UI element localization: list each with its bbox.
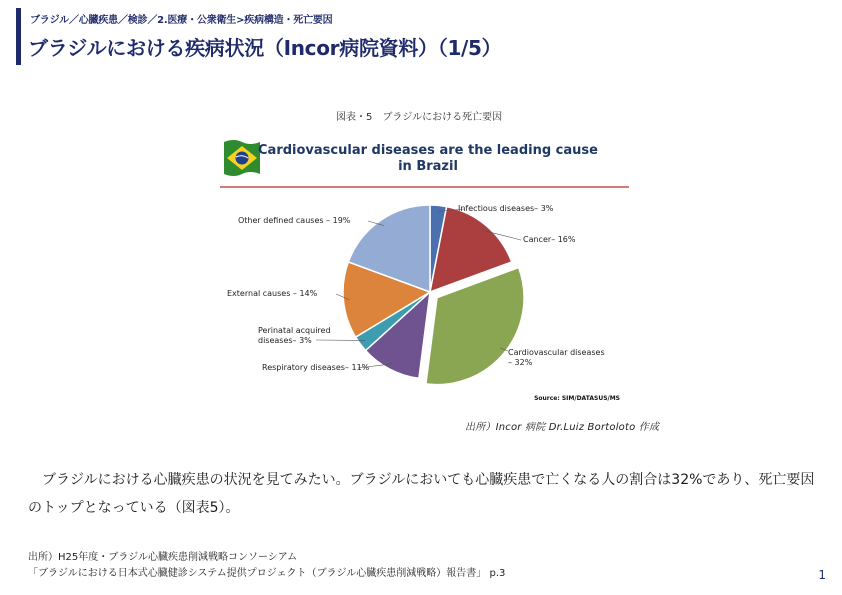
slice-label: Respiratory diseases– 11% — [262, 363, 370, 372]
chart-title-line-2: in Brazil — [398, 159, 458, 174]
chart-frame — [218, 130, 629, 408]
chart-title-line-1: Cardiovascular diseases are the leading cause — [258, 143, 598, 158]
footer-source — [28, 550, 505, 582]
page-number: 1 — [818, 568, 826, 582]
slice-label: Other defined causes – 19% — [238, 216, 351, 225]
slice-label: Cardiovascular diseases – 32% — [508, 348, 605, 367]
body-paragraph — [28, 466, 818, 522]
page-title: ブラジルにおける疾病状況（Incor病院資料）（1/5） — [28, 36, 502, 60]
footer-source-line-2: 「ブラジルにおける日本式心臓健診システム提供プロジェクト（ブラジル心臓疾患削減戦略）報告書」 p.3 — [28, 568, 506, 579]
figure-caption: 図表・5 ブラジルにおける死亡要因 — [336, 112, 503, 123]
pie-chart — [218, 130, 629, 408]
title-accent-bar — [16, 8, 21, 65]
breadcrumb: ブラジル／心臓疾患／検診／2.医療・公衆衛生>疾病構造・死亡要因 — [30, 15, 333, 26]
figure-source: 出所）Incor 病院 Dr.Luiz Bortoloto 作成 — [465, 422, 660, 433]
footer-source-line-1: 出所）H25年度・ブラジル心臓疾患削減戦略コンソーシアム — [28, 552, 298, 563]
chart-source-note: Source: SIM/DATASUS/MS — [534, 395, 620, 402]
slice-label: Cancer– 16% — [523, 235, 576, 244]
slice-label: Perinatal acquired diseases– 3% — [258, 326, 331, 345]
slice-label: Infectious diseases– 3% — [458, 204, 554, 213]
brazil-flag-icon — [224, 140, 260, 176]
slice-label: External causes – 14% — [227, 289, 318, 298]
body-text: ブラジルにおける心臓疾患の状況を見てみたい。ブラジルにおいても心臓疾患で亡くなる人の割合は32%であり、死亡要因のトップとなっている（図表5）。 — [28, 472, 815, 516]
